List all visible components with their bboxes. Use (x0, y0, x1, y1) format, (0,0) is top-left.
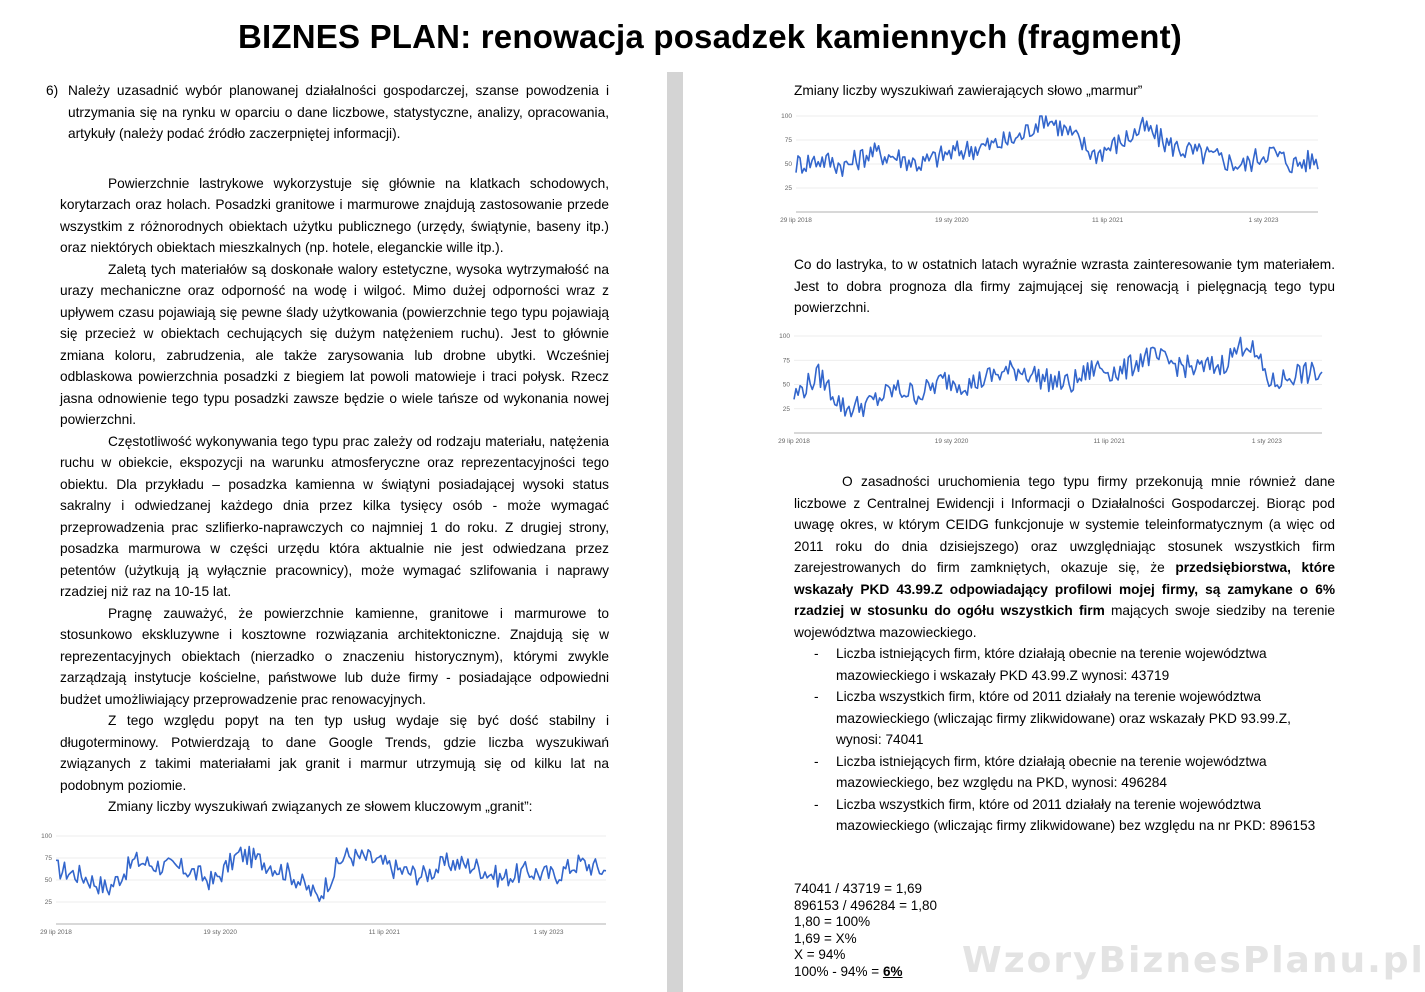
lastryko-paragraph (794, 254, 1335, 319)
granit-chart-svg (30, 826, 610, 944)
list-item-text: Liczba wszystkich firm, które od 2011 działały na terenie województwa mazowieckiego (wliczając firmy zlikwidowane) oraz wskazały PKD 93.99.Z, wynosi: 74041 (836, 689, 1291, 747)
y-tick-label: 25 (784, 185, 792, 192)
chart-marmur (774, 106, 1320, 229)
y-tick-label: 50 (784, 161, 792, 168)
ceidg-text-start: O zasadności uruchomienia tego typu firmy przekonują mnie również dane liczbowe z Centralnej Ewidencji i Informacji o Działalności Gospodarczej. Biorąc pod uwagę okres, w którym CEIDG funkcjonuje w systemie teleinformatycznym (a więc od 2011 roku do dnia dzisiejszego) oraz uwzględniając stosunek wszystkich firm zarejestrowanych do firm zamkniętych, okazuje się, że (794, 474, 1335, 575)
ceidg-text-end: mających swoje siedziby na terenie województwa mazowieckiego. (794, 603, 1335, 640)
list-item (814, 686, 1335, 751)
x-tick-label: 19 sty 2020 (935, 217, 969, 224)
x-tick-label: 11 lip 2021 (1091, 217, 1124, 224)
calc-line: 74041 / 43719 = 1,69 (794, 881, 922, 896)
paragraph-advantages: Zaletą tych materiałów są doskonałe walory estetyczne, wysoka wytrzymałość na urazy mechaniczne oraz odporność na wodę i wilgoć. Mimo dużej odporności wraz z upływem czasu pojawiają się pewne ślady użytkowania (powierzchnie tego typu pojawiają się przecież w obiektach cechujących się dużym natężeniem ruchu). Jest to głównie zmiana koloru, zabrudzenia, ale także zarysowania lub drobne ubytki. Wcześniej odblaskowa powierzchnia posadzki z biegiem lat powoli matowieje i traci połysk. Rzecz jasna odnowienie tego typu posadzki zawsze będzie o wiele tańsze od wykonania nowej powierzchni. (60, 261, 609, 427)
paragraph-frequency: Częstotliwość wykonywania tego typu prac zależy od rodzaju materiału, natężenia ruchu w obiekcie, ekspozycji na warunku atmosferyczne oraz reprezentacyjności tego obiektu. Dla przykładu – posadzka kamienna w świątyni posiadającej wysoki status sakralny i odwiedzanej każdego dnia przez kilka tysięcy osób - może wymagać przeprowadzenia prac szlifierko-naprawczych co najmniej 1 do roku. Z drugiej strony, posadzka marmurowa w części urzędu która aktualnie nie jest odwiedzana przez petentów (użytkują ją wyłącznie pracownicy), może wymagać szlifowania i naprawy rzadziej niż raz na 10-15 lat. (60, 433, 609, 599)
ceidg-section (794, 471, 1335, 837)
trend-series-line (794, 338, 1322, 417)
paragraph-surfaces: Powierzchnie lastrykowe wykorzystuje się głównie na klatkach schodowych, korytarzach oraz holach. Posadzki granitowe i marmurowe znajdują zastosowanie przede wszystkim z różnorodnych obiektach użytku publicznego (urzędy, świątynie, baseny itp.) oraz niektórych obiektach mieszkalnych (np. hotele, eleganckie wille itp.). (60, 175, 609, 255)
column-divider (667, 72, 683, 992)
y-tick-label: 100 (779, 333, 790, 340)
list-item-text: Liczba wszystkich firm, które od 2011 działały na terenie województwa mazowieckiego (wliczając firmy zlikwidowane) bez względu na nr PKD: 896153 (836, 796, 1316, 833)
x-tick-label: 11 lip 2021 (368, 929, 401, 936)
y-tick-label: 50 (44, 877, 52, 884)
x-tick-label: 29 lip 2018 (778, 438, 810, 445)
chart-granit (30, 826, 610, 949)
list-dash: - (814, 689, 819, 704)
y-tick-label: 75 (784, 137, 792, 144)
y-tick-label: 75 (782, 357, 790, 365)
x-tick-label: 19 sty 2020 (203, 929, 237, 936)
x-tick-label: 29 lip 2018 (780, 217, 812, 224)
calc-line: X = 94% (794, 947, 846, 962)
trend-series-line (56, 847, 606, 902)
calc-final-result: 6% (882, 963, 903, 979)
trend-series-line (796, 116, 1318, 176)
x-tick-label: 11 lip 2021 (1093, 438, 1125, 445)
firms-list (794, 643, 1335, 837)
ceidg-text-bold: przedsiębiorstwa, które wskazały PKD 43.99.Z odpowiadający profilowi mojej firmy, są zamykane o 6% rzadziej w stosunku do ogółu wszystkich firm (794, 560, 1335, 618)
y-tick-label: 100 (781, 113, 792, 120)
lastryko-chart-svg (774, 328, 1324, 446)
chart-lastryko (774, 328, 1324, 451)
list-item (814, 751, 1335, 794)
page-title: BIZNES PLAN: renowacja posadzek kamiennych (fragment) (238, 18, 1182, 55)
y-tick-label: 75 (44, 855, 52, 862)
x-tick-label: 19 sty 2020 (934, 438, 969, 445)
calc-line: 1,69 = X% (794, 930, 857, 946)
calc-line-final (794, 964, 937, 981)
calc-final-expression: 100% - 94% = (794, 963, 883, 979)
granit-caption: Zmiany liczby wyszukiwań związanych ze słowem kluczowym „granit”: (108, 799, 533, 814)
list-item (814, 643, 1335, 686)
question-text: Należy uzasadnić wybór planowanej działalności gospodarczej, szanse powodzenia i utrzymania się na rynku w oparciu o dane liczbowe, statystyczne, analizy, opracowania, artykuły (należy podać źródło zaczerpniętej informacji). (68, 83, 609, 141)
marmur-chart-svg (774, 106, 1320, 224)
x-tick-label: 1 sty 2023 (1251, 438, 1282, 445)
x-tick-label: 1 sty 2023 (533, 929, 564, 936)
watermark-logo: WzoryBiznesPlanu.pl (962, 940, 1425, 981)
ceidg-paragraph (794, 471, 1335, 643)
list-item (814, 794, 1335, 837)
list-dash: - (814, 753, 819, 769)
left-column (46, 80, 609, 818)
list-dash: - (814, 796, 819, 812)
question-number: 6) (46, 83, 59, 98)
paragraph-exclusive: Pragnę zauważyć, że powierzchnie kamienne, granitowe i marmurowe to stosunkowo ekskluzywne i kosztowne rozwiązania architektoniczne. Znajdują się w reprezentacyjnych obiektach (nierzadko o znaczeniu historycznym), którymi zwykle zarządzają instytucje kościelne, państwowe lub duże firmy - posiadające odpowiedni budżet umożliwiający przeprowadzenie prac renowacyjnych. (60, 605, 609, 707)
x-tick-label: 29 lip 2018 (40, 929, 72, 936)
question-6 (46, 80, 609, 145)
list-item-text: Liczba istniejących firm, które działają obecnie na terenie województwa mazowieckiego i wskazały PKD 43.99.Z wynosi: 43719 (836, 646, 1267, 683)
list-item-text: Liczba istniejących firm, które działają obecnie na terenie województwa mazowieckiego, bez względu na PKD, wynosi: 496284 (836, 753, 1267, 790)
calc-line: 1,80 = 100% (794, 914, 871, 929)
calculation-block (794, 881, 937, 980)
y-tick-label: 25 (44, 899, 52, 906)
lastryko-text: Co do lastryka, to w ostatnich latach wyraźnie wzrasta zainteresowanie tym materiałem. Jest to dobra prognoza dla firmy zajmującej się renowacją i pielęgnacją tego typu powierzchni. (794, 257, 1335, 315)
y-tick-label: 25 (782, 405, 790, 413)
calc-line: 896153 / 496284 = 1,80 (794, 897, 938, 913)
list-dash: - (814, 646, 819, 661)
paragraph-demand: Z tego względu popyt na ten typ usług wydaje się być dość stabilny i długoterminowy. Potwierdzają to dane Google Trends, gdzie liczba wyszukiwań związanych z takimi materiałami jak granit i marmur utrzymują się od kilku lat na podobnym poziomie. (60, 713, 609, 793)
x-tick-label: 1 sty 2023 (1248, 217, 1279, 224)
y-tick-label: 100 (41, 833, 52, 840)
y-tick-label: 50 (782, 381, 790, 389)
marmur-caption: Zmiany liczby wyszukiwań zawierających słowo „marmur” (794, 83, 1143, 98)
